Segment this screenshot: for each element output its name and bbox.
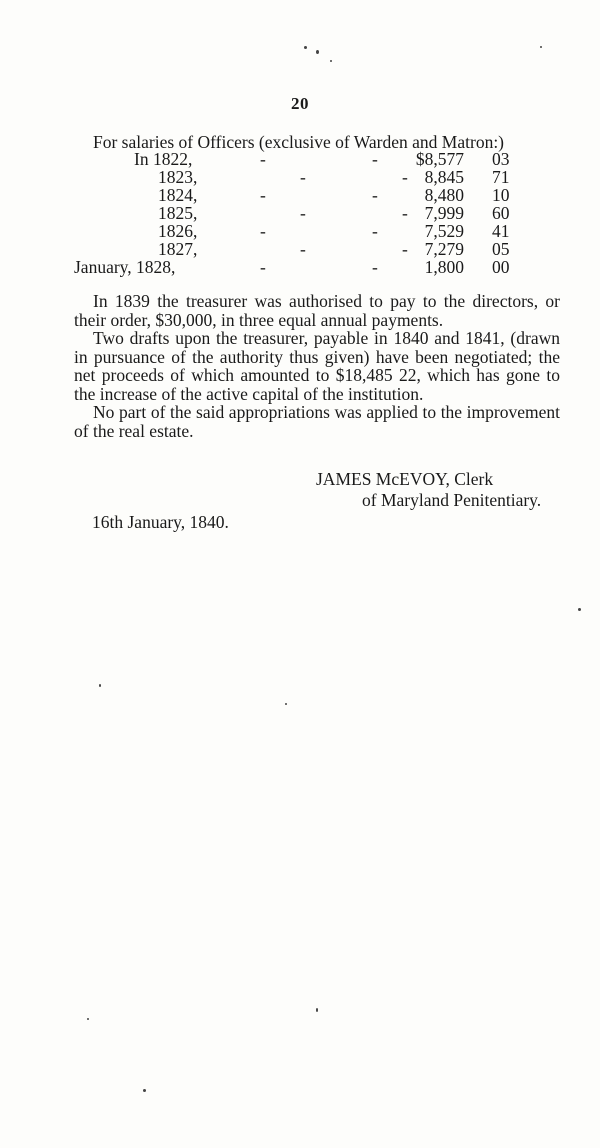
scan-speck (540, 46, 542, 48)
scan-speck (143, 1089, 146, 1092)
salary-dollars: 7,529 (424, 221, 464, 241)
salary-row (74, 186, 534, 204)
salary-cents: 03 (492, 149, 510, 169)
page-number: 20 (291, 94, 309, 113)
leader-dash: - (300, 167, 306, 187)
leader-dash: - (402, 203, 408, 223)
salary-dollars: 8,480 (424, 185, 464, 205)
salary-year: 1823, (158, 167, 198, 187)
paragraph: Two drafts upon the treasurer, payable in 1840 and 1841, (drawn in pursuance of the authority thus given) have been negotiated; the net proceeds of which amounted to $18,485 22, which has gone to the increase of the active capital of the institution. (74, 328, 560, 404)
salary-row (74, 204, 534, 222)
salary-dollars: 7,999 (424, 203, 464, 223)
salary-row (74, 222, 534, 240)
body-text (74, 292, 560, 440)
salary-table (74, 150, 534, 276)
scan-speck (285, 703, 287, 705)
salary-cents: 41 (492, 221, 510, 241)
salary-cents: 05 (492, 239, 510, 259)
salary-cents: 60 (492, 203, 510, 223)
signatory-title: of Maryland Penitentiary. (362, 490, 542, 510)
salary-cents: 71 (492, 167, 510, 187)
leader-dash: - (372, 149, 378, 169)
paragraph: No part of the said appropriations was applied to the improvement of the real estate. (74, 402, 560, 441)
salary-year: 1826, (158, 221, 198, 241)
document-date: 16th January, 1840. (92, 512, 229, 532)
leader-dash: - (260, 257, 266, 277)
scan-speck (99, 684, 101, 687)
paragraph: In 1839 the treasurer was authorised to pay to the directors, or their order, $30,000, in three equal annual payments. (74, 291, 560, 330)
scan-speck (578, 608, 581, 611)
salary-dollars: $8,577 (415, 149, 464, 169)
salary-row (74, 258, 534, 276)
salary-cents: 00 (492, 257, 510, 277)
salary-year: In 1822, (134, 149, 193, 169)
leader-dash: - (260, 149, 266, 169)
salary-row (74, 240, 534, 258)
leader-dash: - (300, 203, 306, 223)
leader-dash: - (260, 185, 266, 205)
leader-dash: - (402, 239, 408, 259)
leader-dash: - (372, 185, 378, 205)
signatory-name: JAMES McEVOY, Clerk (316, 469, 494, 489)
salary-year: 1824, (158, 185, 198, 205)
leader-dash: - (300, 239, 306, 259)
salary-row (74, 168, 534, 186)
scan-speck (316, 50, 319, 54)
salary-heading: For salaries of Officers (exclusive of Warden and Matron:) (93, 132, 505, 152)
scan-speck (316, 1008, 318, 1012)
scan-speck (304, 46, 307, 49)
scan-speck (87, 1018, 89, 1020)
salary-dollars: 7,279 (424, 239, 464, 259)
salary-dollars: 8,845 (424, 167, 464, 187)
salary-year: 1825, (158, 203, 198, 223)
scan-speck (330, 60, 332, 62)
salary-row (74, 150, 534, 168)
salary-dollars: 1,800 (424, 257, 464, 277)
salary-year: 1827, (158, 239, 198, 259)
salary-cents: 10 (492, 185, 510, 205)
leader-dash: - (260, 221, 266, 241)
leader-dash: - (372, 257, 378, 277)
leader-dash: - (372, 221, 378, 241)
salary-year: January, 1828, (74, 257, 176, 277)
leader-dash: - (402, 167, 408, 187)
